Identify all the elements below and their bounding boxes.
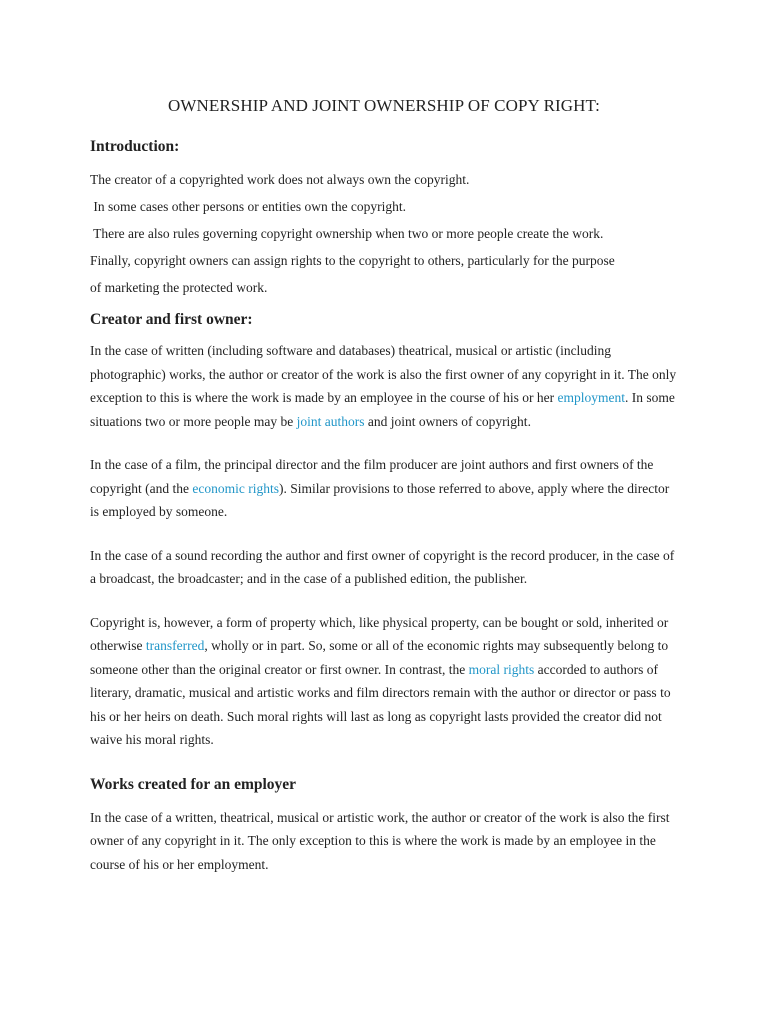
intro-line: There are also rules governing copyright ownership when two or more people create the work. <box>90 226 604 241</box>
intro-line: In some cases other persons or entities own the copyright. <box>90 199 407 214</box>
link-economic-rights[interactable]: economic rights <box>192 480 279 496</box>
intro-line: The creator of a copyrighted work does not always own the copyright. <box>90 172 470 187</box>
paragraph-employer-works: In the case of a written, theatrical, musical or artistic work, the author or creator of the work is also the first owner of any copyright in it. The only exception to this is where the work is made by an employee in the course of his or her employment. <box>90 809 670 872</box>
heading-creator-first-owner: Creator and first owner: <box>90 311 253 328</box>
document-title: OWNERSHIP AND JOINT OWNERSHIP OF COPY RIGHT: <box>167 96 601 115</box>
paragraph-film <box>90 453 678 524</box>
paragraph-text: . In some situations two or more people may be <box>90 390 675 429</box>
link-moral-rights[interactable]: moral rights <box>468 661 535 677</box>
intro-section <box>90 166 678 301</box>
paragraph-written-works <box>90 339 678 433</box>
paragraph-text: , wholly or in part. So, some or all of the economic rights may subsequently belong to someone other than the original creator or first owner. In contrast, the <box>90 638 669 677</box>
paragraph-text: and joint owners of copyright. <box>364 413 531 429</box>
paragraph-text: In the case of written (including software and databases) theatrical, musical or artistic (including photographic) works, the author or creator of the work is also the first owner of any copyright in it. The only exception to this is where the work is made by an employee in the course of his or her <box>90 343 677 405</box>
paragraph-property <box>90 611 678 752</box>
intro-line: Finally, copyright owners can assign rights to the copyright to others, particularly for the purpose <box>90 253 615 268</box>
intro-line: of marketing the protected work. <box>90 280 268 295</box>
paragraph-text: Copyright is, however, a form of property which, like physical property, can be bought or sold, inherited or otherwise <box>90 614 669 653</box>
link-joint-authors[interactable]: joint authors <box>296 413 365 429</box>
heading-works-for-employer: Works created for an employer <box>90 775 297 793</box>
heading-introduction: Introduction: <box>90 138 180 155</box>
paragraph-sound-recording: In the case of a sound recording the author and first owner of copyright is the record producer, in the case of a broadcast, the broadcaster; and in the case of a published edition, the publisher. <box>90 547 675 586</box>
paragraph-text: ). Similar provisions to those referred to above, apply where the director is employed by someone. <box>90 480 670 519</box>
link-employment[interactable]: employment <box>557 390 625 405</box>
link-transferred[interactable]: transferred <box>145 638 205 653</box>
paragraph-text: In the case of a film, the principal director and the film producer are joint authors and first owners of the copyright (and the <box>90 457 654 496</box>
paragraph-text: accorded to authors of literary, dramatic, musical and artistic works and film directors remain with the author or director or pass to his or her heirs on death. Such moral rights will last as long as copyright lasts provided the creator did not waive his moral rights. <box>90 661 671 747</box>
